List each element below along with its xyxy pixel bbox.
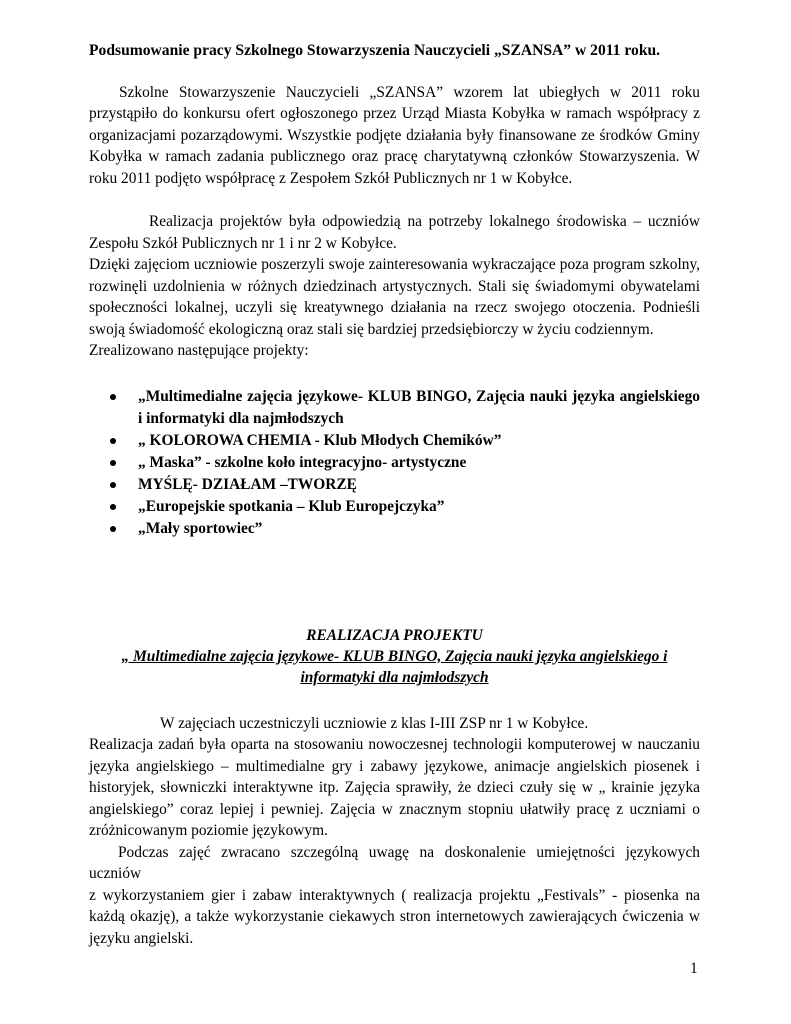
list-item: „Multimedialne zajęcia językowe- KLUB BINGO, Zajęcia nauki języka angielskiego i informatyki dla najmłodszych	[89, 386, 700, 430]
projects-purpose-paragraph: Realizacja projektów była odpowiedzią na potrzeby lokalnego środowiska – uczniów Zespołu Szkół Publicznych nr 1 i nr 2 w Kobyłce.	[89, 213, 700, 252]
list-item: „ KOLOROWA CHEMIA - Klub Młodych Chemików”	[89, 430, 700, 452]
list-item: „ Maska” - szkolne koło integracyjno- artystyczne	[89, 452, 700, 474]
focus-paragraph: Podczas zajęć zwracano szczególną uwagę na doskonalenie umiejętności językowych uczniów	[89, 843, 700, 882]
implementation-paragraph: Realizacja zadań była oparta na stosowaniu nowoczesnej technologii komputerowej w nauczaniu języka angielskiego – multimedialne gry i zabawy językowe, animacje angielskich piosenek i historyjek, słowniczki interaktywne itp. Zajęcia sprawiły, że dzieci czuły się w „ krainie języka angielskiego” coraz lepiej i pewniej. Zajęcia w znacznym stopniu ułatwiły pracę z uczniami o zróżnicowanym poziomie językowym.	[89, 736, 700, 839]
projects-lead: Zrealizowano następujące projekty:	[89, 342, 309, 359]
document-title: Podsumowanie pracy Szkolnego Stowarzyszenia Nauczycieli „SZANSA” w 2011 roku.	[89, 42, 661, 59]
projects-list	[89, 386, 700, 540]
page-number: 1	[690, 960, 698, 977]
list-item: „Europejskie spotkania – Klub Europejczyka”	[89, 496, 700, 518]
section-heading: REALIZACJA PROJEKTU	[306, 626, 483, 644]
intro-paragraph: Szkolne Stowarzyszenie Nauczycieli „SZANSA” wzorem lat ubiegłych w 2011 roku przystąpiło do konkursu ofert ogłoszonego przez Urząd Miasta Kobyłka w ramach współpracy z organizacjami pozarządowymi. Wszystkie podjęte działania były finansowane ze środków Gminy Kobyłka w ramach zadania publicznego oraz pracę charytatywną członków Stowarzyszenia. W roku 2011 podjęto współpracę z Zespołem Szkół Publicznych nr 1 w Kobyłce.	[89, 83, 700, 187]
bullet-icon	[110, 482, 116, 488]
list-item: MYŚLĘ- DZIAŁAM –TWORZĘ	[89, 474, 700, 496]
bullet-icon	[110, 526, 116, 532]
bullet-icon	[110, 438, 116, 444]
bullet-icon	[110, 460, 116, 466]
methods-paragraph: z wykorzystaniem gier i zabaw interaktywnych ( realizacja projektu „Festivals” - piosenka na każdą okazję), a także wykorzystanie ciekawych stron internetowych zawierających ćwiczenia w języku angielski.	[89, 886, 700, 947]
benefits-paragraph: Dzięki zajęciom uczniowie poszerzyli swoje zainteresowania wykraczające poza program szkolny, rozwinęli uzdolnienia w różnych dziedzinach artystycznych. Stali się świadomymi obywatelami społeczności lokalnej, uczyli się kreatywnego działania na rzecz swojego otoczenia. Podnieśli swoją świadomość ekologiczną oraz stali się bardziej przedsiębiorczy w życiu codziennym.	[89, 256, 700, 338]
section-subtitle: „ Multimedialne zajęcia językowe- KLUB BINGO, Zajęcia nauki języka angielskiego i informatyki dla najmłodszych	[121, 647, 668, 686]
participants-paragraph: W zajęciach uczestniczyli uczniowie z klas I-III ZSP nr 1 w Kobyłce.	[160, 714, 589, 732]
document-page	[89, 40, 700, 949]
bullet-icon	[110, 504, 116, 510]
list-item: „Mały sportowiec”	[89, 518, 700, 540]
bullet-icon	[110, 394, 116, 400]
